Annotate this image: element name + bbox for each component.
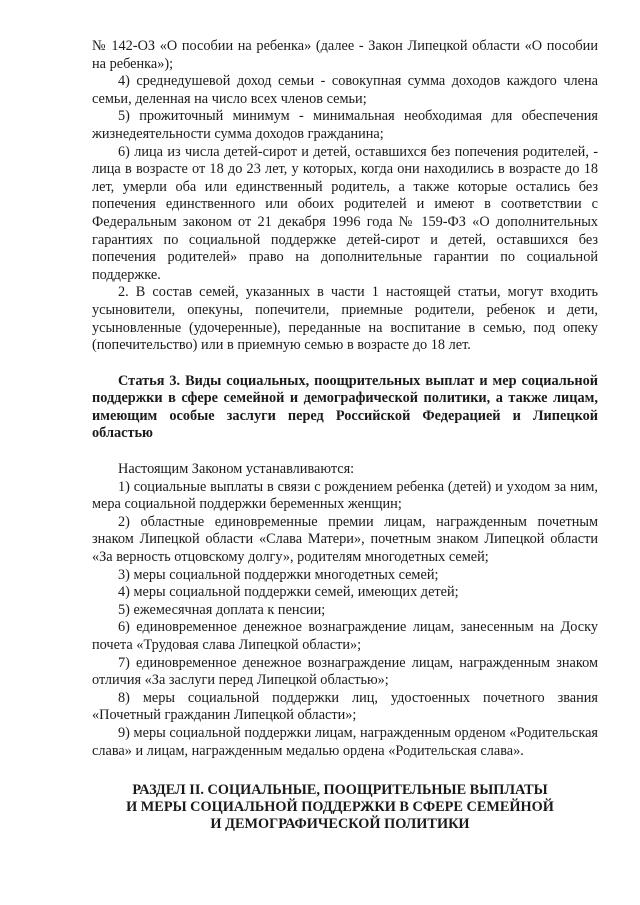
list-item-4: 4) меры социальной поддержки семей, имеющих детей; bbox=[118, 584, 459, 601]
paragraph-intro: Настоящим Законом устанавливаются: bbox=[118, 461, 355, 478]
list-item-3: 3) меры социальной поддержки многодетных семей; bbox=[118, 566, 439, 583]
list-item-8: 8) меры социальной поддержки лиц, удостоенных почетного звания «Почетный гражданин Липецкой области»; bbox=[92, 689, 598, 724]
section-heading-line: РАЗДЕЛ II. СОЦИАЛЬНЫЕ, ПООЩРИТЕЛЬНЫЕ ВЫПЛАТЫ bbox=[132, 782, 548, 799]
section-2-heading bbox=[92, 782, 598, 833]
section-heading-line: И ДЕМОГРАФИЧЕСКОЙ ПОЛИТИКИ bbox=[210, 816, 470, 833]
list-item-9: 9) меры социальной поддержки лицам, награжденным орденом «Родительская слава» и лицам, награжденным медалью ордена «Родительская слава». bbox=[92, 724, 598, 759]
paragraph-law-reference: № 142-ОЗ «О пособии на ребенка» (далее - Закон Липецкой области «О пособии на ребенка»); bbox=[92, 38, 598, 72]
paragraph-item-5: 5) прожиточный минимум - минимальная необходимая для обеспечения жизнедеятельности сумма доходов гражданина; bbox=[92, 108, 598, 142]
list-item-7: 7) единовременное денежное вознаграждение лицам, награжденным знаком отличия «За заслуги перед Липецкой областью»; bbox=[92, 654, 598, 689]
list-item-1: 1) социальные выплаты в связи с рождением ребенка (детей) и уходом за ним, мера социальной поддержки беременных женщин; bbox=[92, 478, 598, 513]
section-heading-line: И МЕРЫ СОЦИАЛЬНОЙ ПОДДЕРЖКИ В СФЕРЕ СЕМЕЙНОЙ bbox=[126, 799, 554, 816]
list-item-2: 2) областные единовременные премии лицам, награжденным почетным знаком Липецкой области «Слава Матери», почетным знаком Липецкой области «За верность отцовскому долгу», родителям многодетных семей; bbox=[92, 513, 598, 566]
list-item-6: 6) единовременное денежное вознаграждение лицам, занесенным на Доску почета «Трудовая слава Липецкой области»; bbox=[92, 619, 598, 653]
paragraph-part-2: 2. В состав семей, указанных в части 1 настоящей статьи, могут входить усыновители, опекуны, попечители, приемные родители, ребенок и дети, усыновленные (удочеренные), переданные на воспитание в семью, под опеку (попечительство) или в приемную семью в возрасте до 18 лет. bbox=[92, 284, 598, 354]
paragraph-item-6: 6) лица из числа детей-сирот и детей, оставшихся без попечения родителей, - лица в возрасте от 18 до 23 лет, у которых, когда они находились в возрасте до 18 лет, умерли оба или единственный родитель, а также которые остались без попечения единственного или обоих родителей и имеют в соответствии с Федеральным законом от 21 декабря 1996 года № 159-ФЗ «О дополнительных гарантиях по социальной поддержке детей-сирот и детей, оставшихся без попечения родителей» право на дополнительные гарантии по социальной поддержке. bbox=[92, 143, 598, 283]
document-page bbox=[92, 38, 598, 833]
article-3-heading: Статья 3. Виды социальных, поощрительных выплат и мер социальной поддержки в сфере семейной и демографической политики, а также лицам, имеющим особые заслуги перед Российской Федерацией и Липецкой областью bbox=[92, 372, 598, 442]
paragraph-item-4: 4) среднедушевой доход семьи - совокупная сумма доходов каждого члена семьи, деленная на число всех членов семьи; bbox=[92, 73, 598, 107]
list-item-5: 5) ежемесячная доплата к пенсии; bbox=[118, 601, 326, 618]
